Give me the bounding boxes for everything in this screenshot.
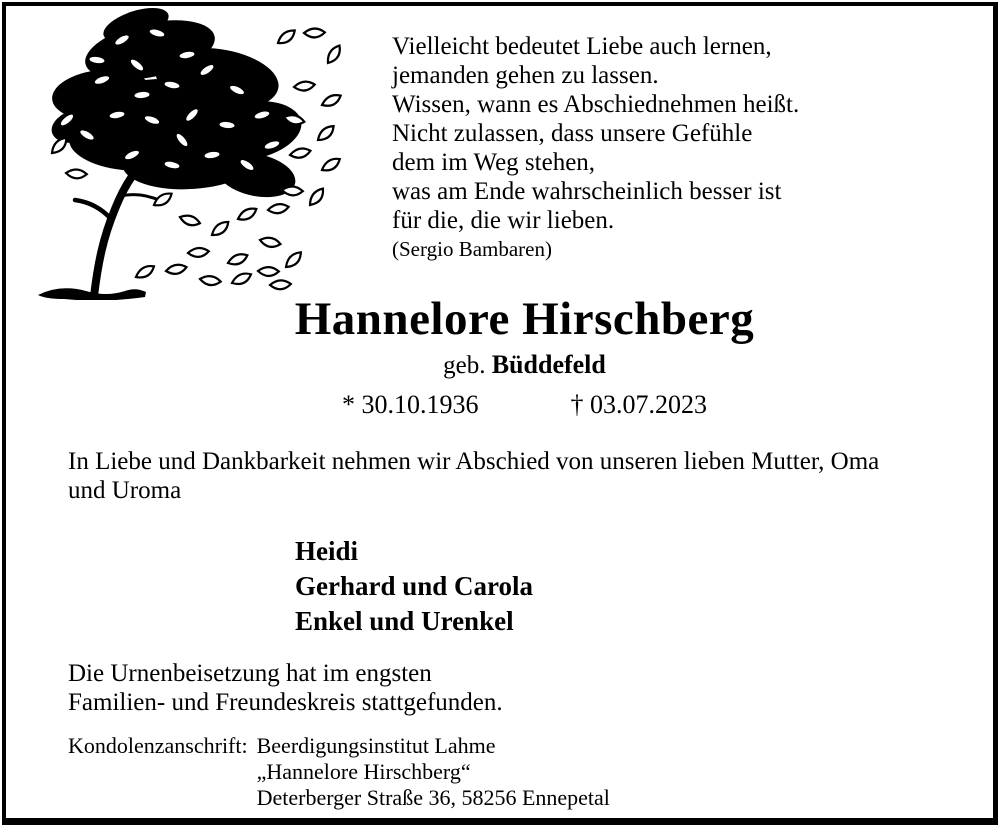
death-date-value: 03.07.2023 — [590, 390, 707, 419]
deceased-name: Hannelore Hirschberg — [294, 293, 755, 345]
death-symbol: † — [570, 390, 584, 419]
windswept-tree-illustration — [32, 5, 342, 300]
condolence-line: Beerdigungsinstitut Lahme — [256, 733, 496, 758]
poem-line: dem im Weg stehen, — [392, 149, 596, 176]
mourner-name: Enkel und Urenkel — [295, 606, 514, 636]
mourner-name: Gerhard und Carola — [295, 571, 534, 601]
deceased-name-block — [55, 293, 994, 345]
birth-name-prefix: geb. — [443, 352, 486, 379]
announcement-text — [68, 447, 879, 505]
condolence-line: „Hannelore Hirschberg“ — [256, 759, 471, 784]
poem-line: Nicht zulassen, dass unsere Gefühle — [392, 120, 753, 147]
poem-line: jemanden gehen zu lassen. — [392, 62, 659, 89]
condolence-label: Kondolenzanschrift: — [68, 733, 248, 758]
condolence-line: Deterberger Straße 36, 58256 Ennepetal — [256, 785, 610, 810]
poem-line: Wissen, wann es Abschiednehmen heißt. — [392, 91, 800, 118]
life-dates — [55, 389, 994, 420]
poem-line: was am Ende wahrscheinlich besser ist — [392, 178, 782, 205]
mourner-name: Heidi — [295, 536, 359, 566]
birth-symbol: * — [342, 390, 355, 419]
funeral-note-line: Familien- und Freundeskreis stattgefunden. — [68, 689, 503, 716]
poem-line: Vielleicht bedeutet Liebe auch lernen, — [392, 33, 772, 60]
funeral-note — [68, 659, 503, 717]
condolence-address — [68, 733, 610, 811]
birth-date-value: 30.10.1936 — [361, 390, 479, 419]
birth-date — [342, 390, 479, 419]
announcement-line: In Liebe und Dankbarkeit nehmen wir Abschied von unseren lieben Mutter, Oma — [68, 448, 880, 475]
announcement-line: und Uroma — [68, 477, 182, 504]
poem-line: für die, die wir lieben. — [392, 207, 615, 234]
birth-name: Büddefeld — [491, 350, 606, 379]
poem-attribution: (Sergio Bambaren) — [392, 237, 552, 261]
birth-name-line — [55, 350, 994, 381]
mourners-list — [295, 534, 533, 639]
poem — [392, 32, 799, 263]
funeral-note-line: Die Urnenbeisetzung hat im engsten — [68, 660, 432, 687]
death-date — [571, 390, 708, 419]
